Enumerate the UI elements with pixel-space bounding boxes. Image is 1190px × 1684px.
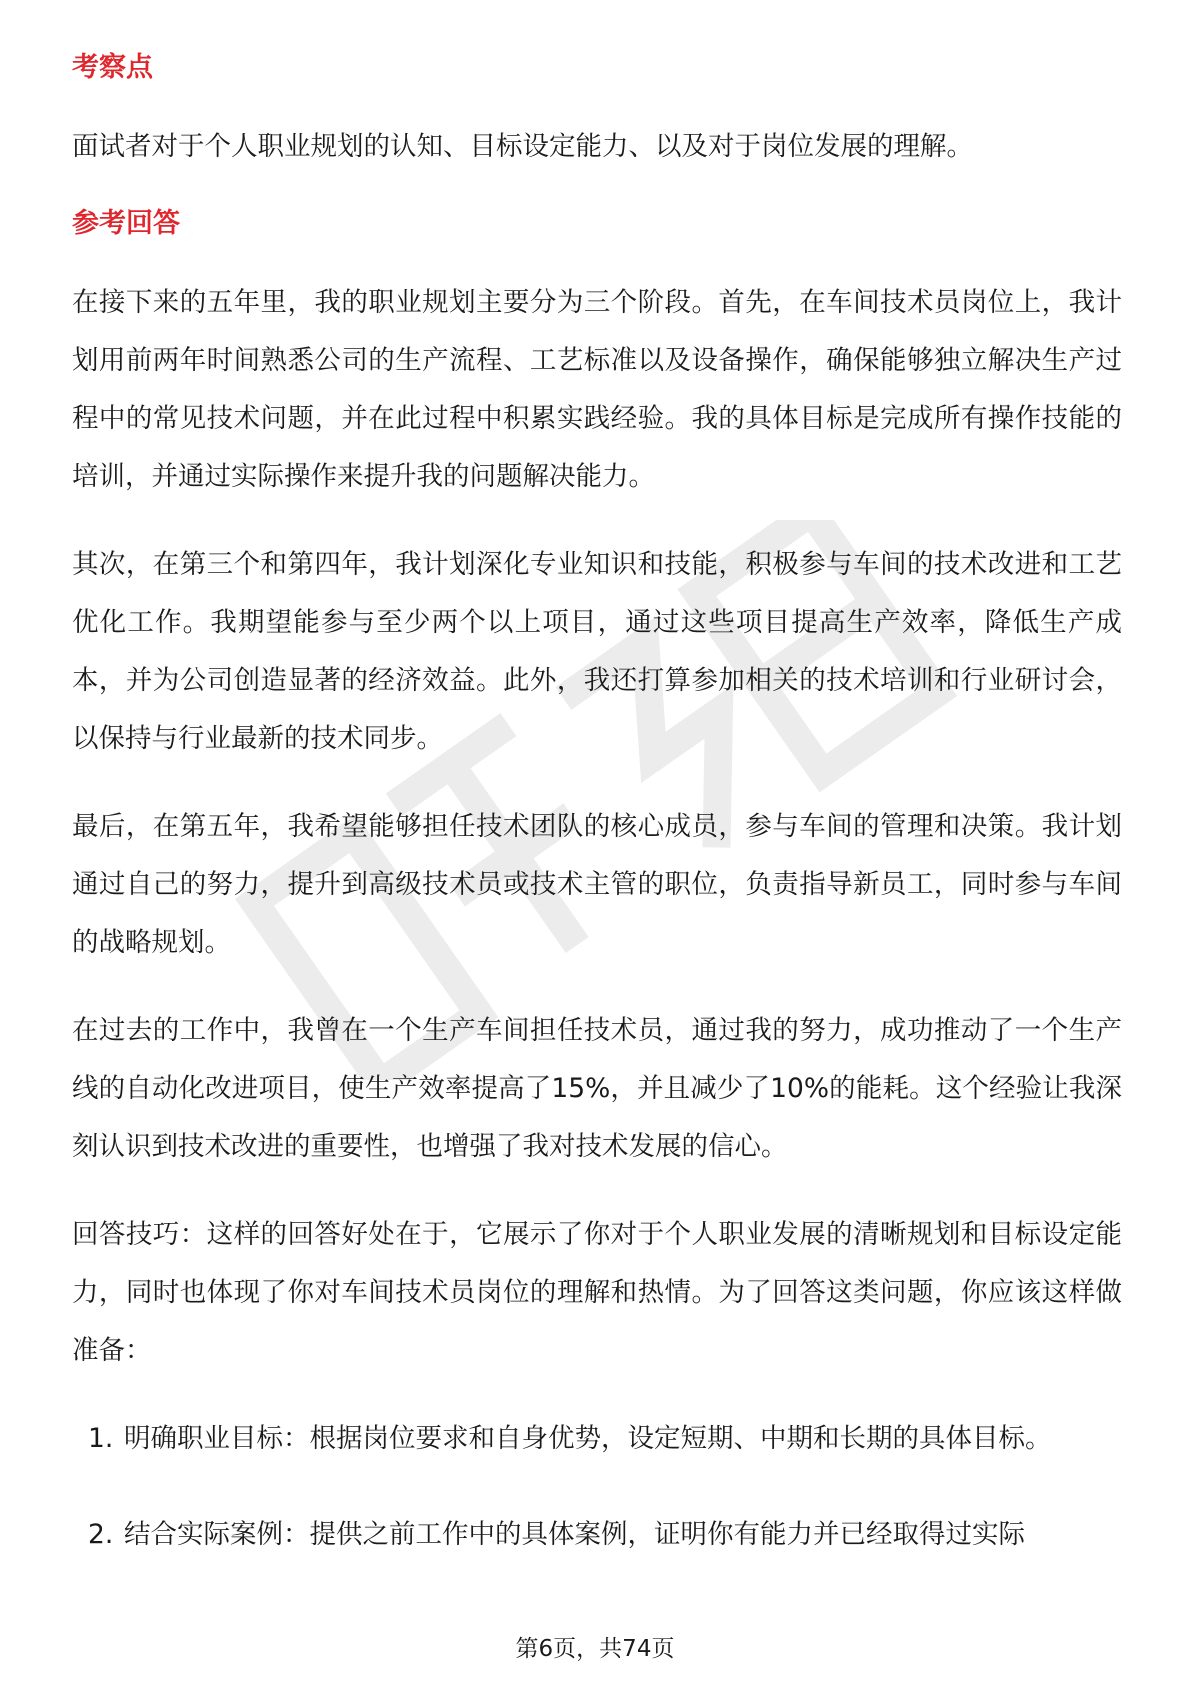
section-heading: 考察点: [72, 52, 153, 83]
paragraph: 回答技巧：这样的回答好处在于，它展示了你对于个人职业发展的清晰规划和目标设定能力，同时也体现了你对车间技术员岗位的理解和热情。为了回答这类问题，你应该这样做准备：: [72, 1219, 1122, 1366]
list-text: 结合实际案例：提供之前工作中的具体案例，证明你有能力并已经取得过实际: [124, 1519, 1025, 1550]
paragraph: 其次，在第三个和第四年，我计划深化专业知识和技能，积极参与车间的技术改进和工艺优化工作。我期望能参与至少两个以上项目，通过这些项目提高生产效率，降低生产成本，并为公司创造显著的经济效益。此外，我还打算参加相关的技术培训和行业研讨会，以保持与行业最新的技术同步。: [72, 549, 1122, 754]
list-number: 1.: [88, 1423, 114, 1454]
paragraph: 面试者对于个人职业规划的认知、目标设定能力、以及对于岗位发展的理解。: [72, 131, 973, 162]
section-heading: 参考回答: [72, 208, 180, 239]
list-item: [72, 1506, 1122, 1564]
section-reference-answer: [72, 204, 1122, 1380]
paragraph: 最后，在第五年，我希望能够担任技术团队的核心成员，参与车间的管理和决策。我计划通过自己的努力，提升到高级技术员或技术主管的职位，负责指导新员工，同时参与车间的战略规划。: [72, 811, 1122, 958]
section-examination-points: [72, 48, 1122, 176]
document-page: [72, 48, 1122, 1602]
preparation-list: [72, 1410, 1122, 1564]
paragraph: 在接下来的五年里，我的职业规划主要分为三个阶段。首先，在车间技术员岗位上，我计划用前两年时间熟悉公司的生产流程、工艺标准以及设备操作，确保能够独立解决生产过程中的常见技术问题，并在此过程中积累实践经验。我的具体目标是完成所有操作技能的培训，并通过实际操作来提升我的问题解决能力。: [72, 287, 1122, 492]
list-text: 明确职业目标：根据岗位要求和自身优势，设定短期、中期和长期的具体目标。: [124, 1423, 1052, 1454]
paragraph: 在过去的工作中，我曾在一个生产车间担任技术员，通过我的努力，成功推动了一个生产线的自动化改进项目，使生产效率提高了15%，并且减少了10%的能耗。这个经验让我深刻认识到技术改进的重要性，也增强了我对技术发展的信心。: [72, 1015, 1122, 1162]
list-item: [72, 1410, 1122, 1468]
list-number: 2.: [88, 1519, 114, 1550]
page-footer: 第6页，共74页: [515, 1636, 675, 1662]
